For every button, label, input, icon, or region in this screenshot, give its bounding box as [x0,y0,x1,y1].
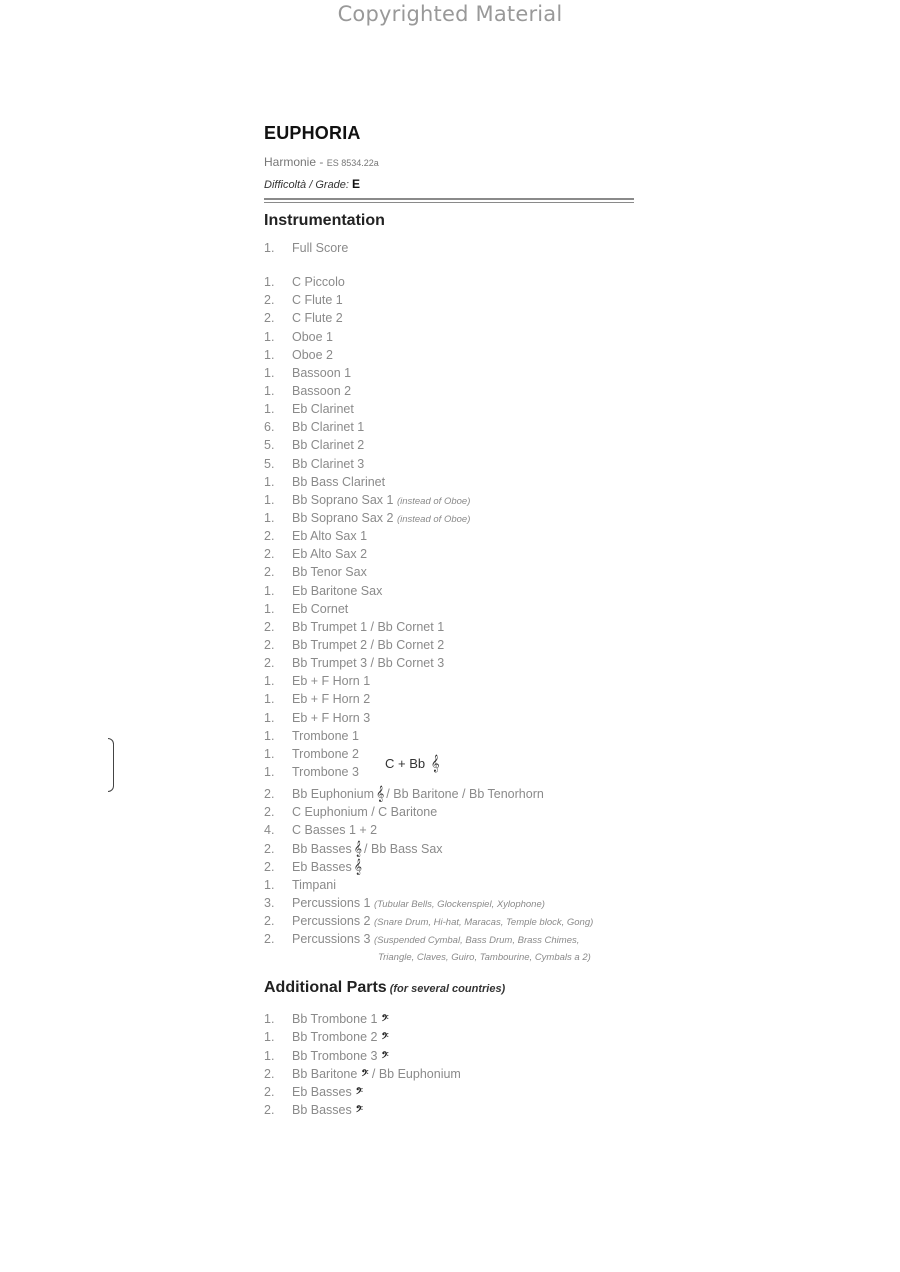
quantity: 1. [264,275,275,290]
trombone-brace [108,738,114,792]
trombone-group-label [385,754,442,772]
part-name: Percussions 3 [292,932,371,947]
additional-parts-heading [264,978,636,998]
quantity: 2. [264,805,275,820]
part-name: Bb Basses [292,841,352,856]
list-item [264,509,636,527]
list-item [264,418,636,436]
bass-clef-icon: 𝄢 [361,1067,369,1081]
additional-parts-title: Additional Parts [264,979,387,997]
list-item [264,618,636,636]
quantity: 2. [264,547,275,562]
list-item [264,436,636,454]
quantity: 2. [264,656,275,671]
percussion-list [264,894,636,964]
list-item [264,455,636,473]
part-name: Bassoon 1 [292,365,352,380]
quantity: 1. [264,710,275,725]
list-item [264,491,636,509]
part-name: Bb Trombone 3 [292,1048,378,1063]
bass-clef-icon: 𝄢 [381,1049,389,1063]
list-item [264,273,636,291]
quantity: 2. [264,311,275,326]
part-name: Trombone 1 [292,728,359,743]
part-name-suffix: / Bb Euphonium [371,1066,461,1081]
part-name: Eb Baritone Sax [292,583,383,598]
quantity: 1. [264,474,275,489]
treble-clef-icon: 𝄞 [353,840,363,857]
part-name: Bb Clarinet 3 [292,456,365,471]
quantity: 2. [264,637,275,652]
score-list [264,239,636,257]
part-name: C Basses 1 + 2 [292,823,378,838]
piece-title: EUPHORIA [264,123,361,143]
list-item [264,876,636,894]
bass-clef-icon: 𝄢 [355,1104,363,1118]
part-name: Eb Cornet [292,601,349,616]
list-item [264,1083,636,1101]
quantity: 2. [264,787,275,802]
quantity: 1. [264,1012,275,1027]
quantity: 2. [264,1084,275,1099]
part-note: (instead of Oboe) [396,495,471,507]
quantity: 1. [264,510,275,525]
list-item [264,1065,636,1083]
list-item [264,563,636,581]
part-name: Timpani [292,877,336,892]
quantity: 2. [264,619,275,634]
list-item [264,400,636,418]
list-item [264,654,636,672]
list-item [264,858,636,876]
list-item [264,745,636,763]
list-item [264,291,636,309]
double-rule-divider [264,198,634,203]
part-name: Percussions 1 [292,895,371,910]
part-name: Eb Alto Sax 1 [292,529,368,544]
list-item [264,636,636,654]
quantity: 2. [264,293,275,308]
part-note: (Snare Drum, Hi-hat, Maracas, Temple block, Gong) [374,917,594,929]
list-item [264,382,636,400]
list-item [264,727,636,745]
part-name: Bb Basses [292,1103,352,1118]
part-name: Bb Trombone 2 [292,1030,378,1045]
list-item [264,709,636,727]
quantity: 1. [264,692,275,707]
part-name: Oboe 1 [292,329,334,344]
list-item [264,690,636,708]
part-name: Bb Soprano Sax 2 [292,510,394,525]
list-item-continuation [264,948,636,964]
instrument-list [264,273,636,781]
additional-parts-list [264,1010,636,1119]
trombone-group-text: C + Bb [385,756,426,771]
part-name: Oboe 2 [292,347,334,362]
ensemble-line [264,154,636,170]
part-name: C Flute 1 [292,293,343,308]
list-item [264,672,636,690]
quantity: 4. [264,823,275,838]
list-item [264,364,636,382]
part-name: Bb Clarinet 1 [292,420,365,435]
additional-parts-note: (for several countries) [389,983,506,996]
part-name: Bb Trombone 1 [292,1012,378,1027]
list-item [264,600,636,618]
part-name: Bassoon 2 [292,383,352,398]
part-name: C Piccolo [292,275,345,290]
part-name: Bb Euphonium [292,787,375,802]
quantity: 1. [264,347,275,362]
copyright-watermark: Copyrighted Material [337,2,563,26]
quantity: 5. [264,438,275,453]
part-name: Eb + F Horn 3 [292,710,371,725]
quantity: 3. [264,895,275,910]
list-item [264,785,636,803]
quantity: 1. [264,329,275,344]
part-name: Bb Trumpet 3 / Bb Cornet 3 [292,656,445,671]
instrumentation-heading: Instrumentation [264,212,385,229]
quantity: 1. [264,1030,275,1045]
list-item [264,328,636,346]
quantity: 1. [264,365,275,380]
list-item [264,930,636,948]
quantity: 5. [264,456,275,471]
quantity: 2. [264,1103,275,1118]
part-name: Bb Soprano Sax 1 [292,492,394,507]
quantity: 1. [264,383,275,398]
quantity: 2. [264,841,275,856]
quantity: 2. [264,565,275,580]
part-name: Eb + F Horn 2 [292,692,371,707]
quantity: 6. [264,420,275,435]
quantity: 1. [264,492,275,507]
part-name: C Euphonium / C Baritone [292,805,438,820]
list-item [264,1010,636,1028]
part-name: Full Score [292,241,349,255]
quantity: 1. [264,877,275,892]
list-item [264,346,636,364]
quantity: 1. [264,601,275,616]
part-name: Bb Tenor Sax [292,565,367,580]
part-name: Bb Clarinet 2 [292,438,365,453]
quantity: 1. [264,764,275,779]
quantity: 1. [264,674,275,689]
quantity: 2. [264,529,275,544]
part-name: Percussions 2 [292,914,371,929]
part-name: C Flute 2 [292,311,343,326]
part-name: Eb Clarinet [292,402,354,417]
quantity: 1. [264,746,275,761]
list-item [264,1047,636,1065]
separator: - [319,155,324,169]
instrument-list-lower [264,785,636,894]
part-name-suffix: / Bb Bass Sax [364,841,443,856]
part-name: Bb Trumpet 2 / Bb Cornet 2 [292,637,445,652]
quantity: 2. [264,932,275,947]
bass-clef-icon: 𝄢 [381,1031,389,1045]
spacer [264,257,636,273]
list-item [264,763,636,781]
part-name: Eb + F Horn 1 [292,674,371,689]
list-item [264,527,636,545]
list-item [264,1101,636,1119]
quantity: 1. [264,402,275,417]
treble-clef-icon: 𝄞 [353,858,363,875]
list-item [264,1028,636,1046]
part-note: Triangle, Claves, Guiro, Tambourine, Cymbals a 2) [378,952,591,964]
list-item [264,309,636,327]
list-item [264,239,636,257]
part-note: (Suspended Cymbal, Bass Drum, Brass Chimes, [374,935,580,947]
treble-clef-icon: 𝄞 [430,754,440,772]
part-note: (instead of Oboe) [396,513,471,525]
part-name: Eb Basses [292,1084,352,1099]
list-item [264,821,636,839]
bass-clef-icon: 𝄢 [381,1013,389,1027]
list-item [264,582,636,600]
quantity: 1. [264,728,275,743]
treble-clef-icon: 𝄞 [376,786,385,803]
list-item [264,803,636,821]
bass-clef-icon: 𝄢 [355,1085,363,1099]
part-note: (Tubular Bells, Glockenspiel, Xylophone) [374,898,545,910]
quantity: 1. [264,583,275,598]
part-name: Bb Baritone [292,1066,358,1081]
quantity: 2. [264,914,275,929]
list-item [264,894,636,912]
quantity: 1. [264,1048,275,1063]
grade-value: E [351,177,360,191]
part-name: Eb Alto Sax 2 [292,547,368,562]
part-name-suffix: / Bb Baritone / Bb Tenorhorn [386,787,544,802]
ensemble-name: Harmonie [264,155,317,169]
grade-label: Difficoltà / Grade: [264,179,349,191]
list-item [264,473,636,491]
quantity: 1. [264,241,275,255]
part-name: Eb Basses [292,859,352,874]
list-item [264,545,636,563]
grade-line [264,176,636,192]
quantity: 2. [264,1066,275,1081]
instrumentation-page [264,118,636,1119]
catalog-code: ES 8534.22a [326,158,379,168]
list-item [264,840,636,858]
list-item [264,912,636,930]
part-name: Trombone 2 [292,746,359,761]
part-name: Bb Trumpet 1 / Bb Cornet 1 [292,619,445,634]
part-name: Bb Bass Clarinet [292,474,386,489]
part-name: Trombone 3 [292,764,359,779]
quantity: 2. [264,859,275,874]
